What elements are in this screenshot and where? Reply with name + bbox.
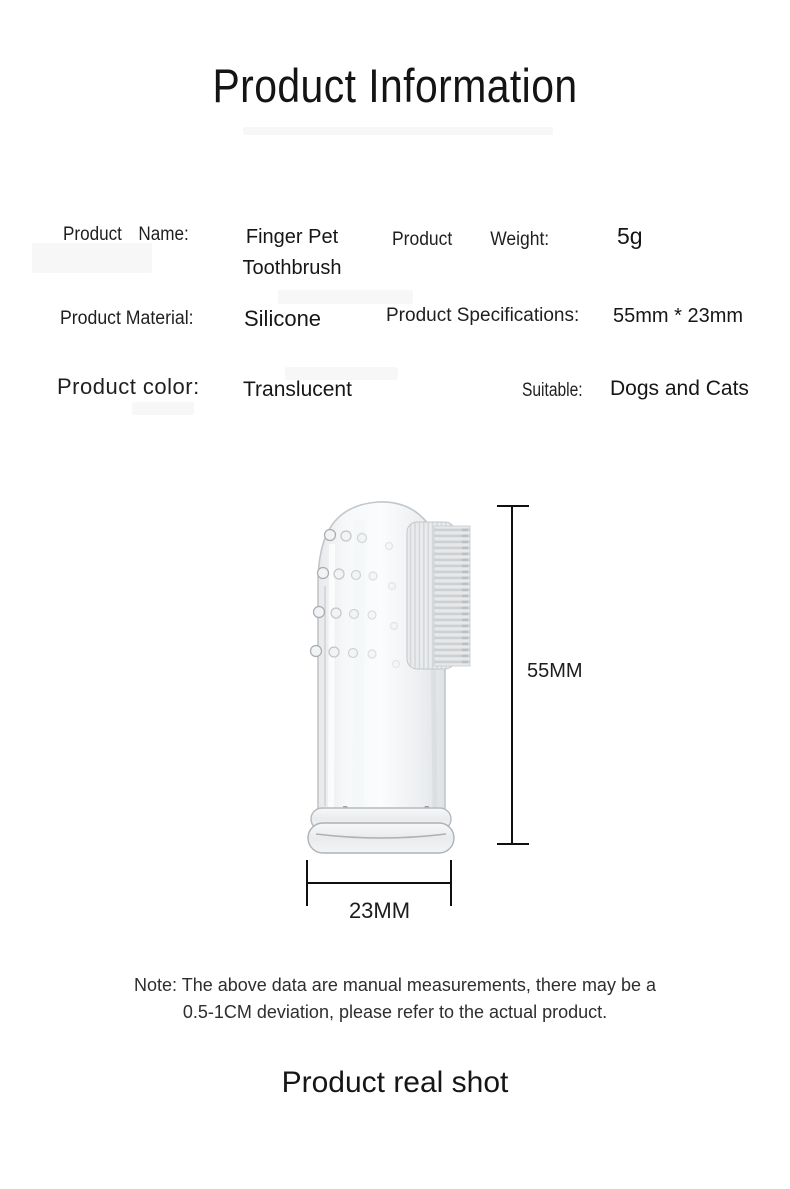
spec-label-specifications: Product Specifications: (386, 305, 580, 326)
measurement-note-line2: 0.5-1CM deviation, please refer to the actual product. (182, 1002, 608, 1022)
spec-value-name-line1: Finger Pet (245, 226, 339, 248)
toothbrush-bristles (407, 522, 470, 669)
product-photo-toothbrush (268, 486, 490, 864)
dimension-width-label: 23MM (348, 898, 411, 923)
dimension-height-line (511, 506, 513, 845)
dimension-width-line (307, 882, 452, 884)
spec-value-color: Translucent (243, 378, 352, 401)
artifact-box (278, 290, 413, 304)
dimension-height-label: 55MM (527, 660, 583, 682)
spec-value-weight: 5g (617, 223, 643, 249)
spec-value-material: Silicone (244, 306, 322, 331)
spec-value-name-line2: Toothbrush (242, 257, 342, 279)
artifact-box (243, 127, 553, 135)
spec-label-name: Product Name: (63, 224, 189, 245)
section-title-real-shot: Product real shot (281, 1066, 509, 1099)
measurement-note-line1: Note: The above data are manual measurements, there may be a (134, 975, 656, 995)
dimension-height-cap-top (497, 505, 529, 507)
artifact-box (32, 243, 152, 273)
spec-value-specifications: 55mm * 23mm (613, 305, 744, 327)
measurement-note (0, 972, 790, 1026)
spec-label-weight: Product Weight: (392, 229, 550, 250)
spec-label-color: Product color: (57, 374, 200, 399)
spec-value-name (226, 222, 358, 284)
spec-label-suitable: Suitable: (522, 380, 583, 401)
dimension-height-cap-bottom (497, 843, 529, 845)
spec-value-suitable: Dogs and Cats (610, 377, 749, 400)
page-title: Product Information (212, 59, 578, 112)
spec-label-material: Product Material: (60, 308, 194, 329)
artifact-box (132, 402, 194, 415)
toothbrush-base (308, 808, 454, 853)
